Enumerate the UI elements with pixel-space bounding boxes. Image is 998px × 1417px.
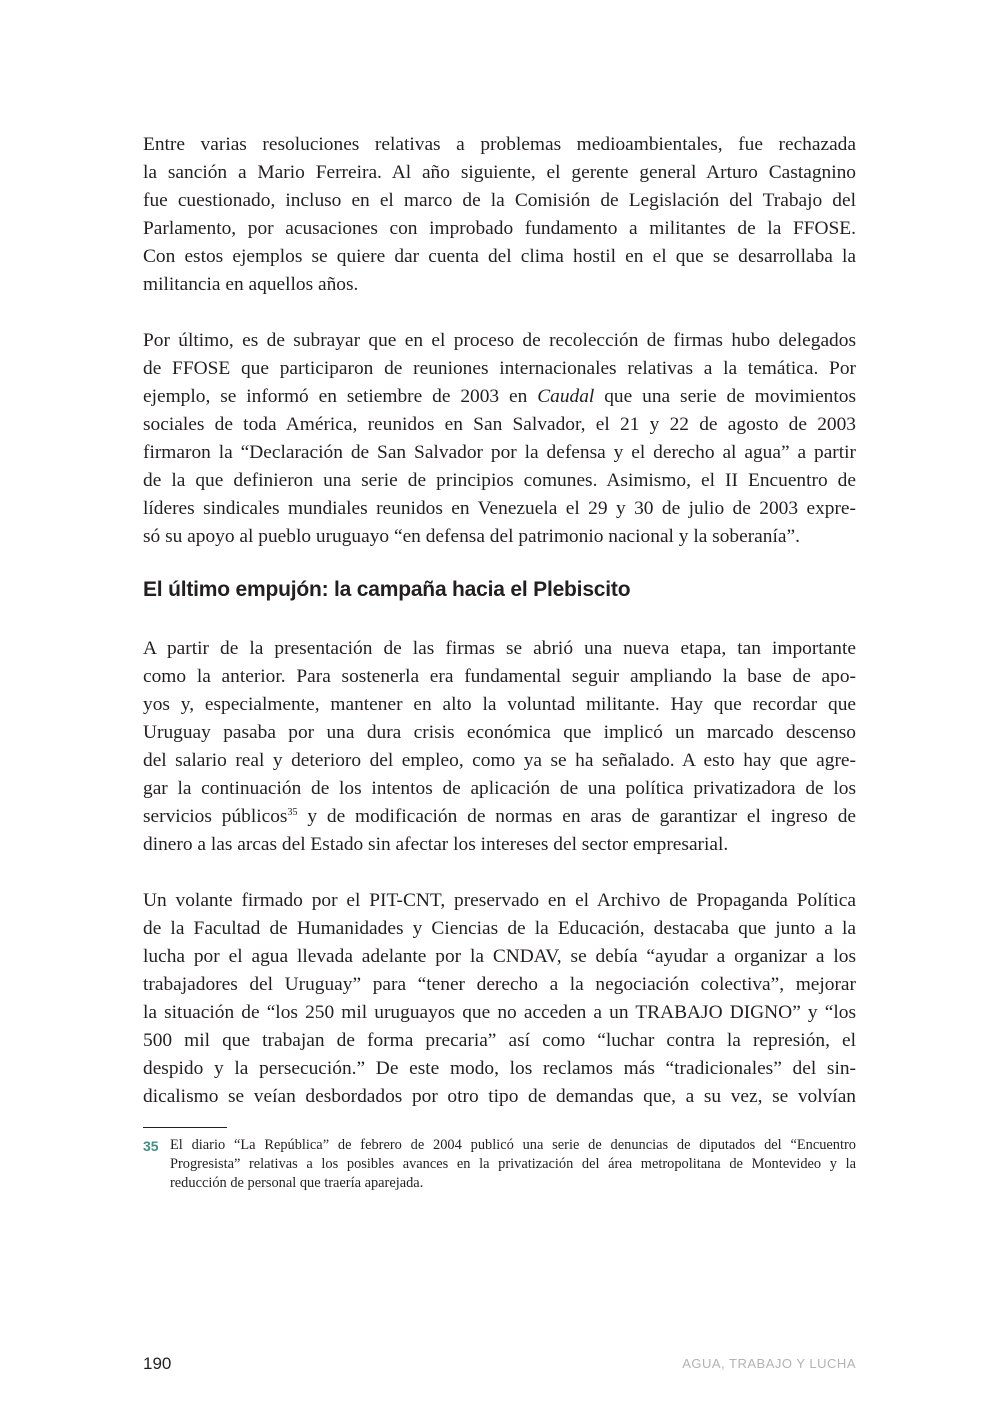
text-line: lucha por el agua llevada adelante por la CNDAV, se debía “ayudar a organizar a los [143,946,856,967]
footnote-line: El diario “La República” de febrero de 2004 publicó una serie de denuncias de diputados del “Encuentro [170,1137,856,1153]
text-line: Un volante firmado por el PIT-CNT, preservado en el Archivo de Propaganda Política [143,890,856,911]
text-line: Parlamento, por acusaciones con improbado fundamento a militantes de la FFOSE. [143,218,856,239]
text-line: la sanción a Mario Ferreira. Al año siguiente, el gerente general Arturo Castagnino [143,162,856,183]
page-number: 190 [143,1354,172,1373]
footnote-line: Progresista” relativas a los posibles avances en la privatización del área metropolitana de Montevideo y la [170,1156,856,1172]
paragraph-4 [143,887,856,1111]
text-line: Con estos ejemplos se quiere dar cuenta del clima hostil en el que se desarrollaba la [143,246,856,267]
footnote-line: reducción de personal que traería aparejada. [170,1175,424,1191]
footnote-text [170,1136,856,1193]
text-line: de la que definieron una serie de principios comunes. Asimismo, el II Encuentro de [143,470,856,491]
text-line: yos y, especialmente, mantener en alto la voluntad militante. Hay que recordar que [143,694,856,715]
text-line: militancia en aquellos años. [143,274,359,295]
text-line: Por último, es de subrayar que en el proceso de recolección de firmas hubo delegados [143,330,856,351]
text-line: dicalismo se veían desbordados por otro tipo de demandas que, a su vez, se volvían [143,1086,856,1107]
text-line: Entre varias resoluciones relativas a problemas medioambientales, fue rechazada [143,134,856,155]
text-line: fue cuestionado, incluso en el marco de la Comisión de Legislación del Trabajo del [143,190,856,211]
text-fragment: servicios públicos [143,806,288,827]
text-line: de la Facultad de Humanidades y Ciencias de la Educación, destacaba que junto a la [143,918,856,939]
paragraph-3 [143,635,856,859]
running-footer: AGUA, TRABAJO Y LUCHA [682,1356,856,1371]
text-line: dinero a las arcas del Estado sin afectar los intereses del sector empresarial. [143,834,729,855]
text-line: trabajadores del Uruguay” para “tener derecho a la negociación colectiva”, mejorar [143,974,856,995]
text-line: A partir de la presentación de las firmas se abrió una nueva etapa, tan importante [143,638,856,659]
text-line: de FFOSE que participaron de reuniones internacionales relativas a la temática. Por [143,358,856,379]
footnote-ref[interactable]: 35 [287,807,298,818]
text-line: del salario real y deterioro del empleo, como ya se ha señalado. A esto hay que agre- [143,750,856,771]
text-line: 500 mil que trabajan de forma precaria” así como “luchar contra la represión, el [143,1030,856,1051]
footnote-number: 35 [143,1138,159,1154]
paragraph-2 [143,327,856,551]
text-line: líderes sindicales mundiales reunidos en Venezuela el 29 y 30 de julio de 2003 expre- [143,498,856,519]
text-line: Uruguay pasaba por una dura crisis económica que implicó un marcado descenso [143,722,856,743]
text-line: la situación de “los 250 mil uruguayos que no acceden a un TRABAJO DIGNO” y “los [143,1002,856,1023]
text-line: despido y la persecución.” De este modo, los reclamos más “tradicionales” del sin- [143,1058,856,1079]
text-line: firmaron la “Declaración de San Salvador por la defensa y el derecho al agua” a partir [143,442,856,463]
text-line: como la anterior. Para sostenerla era fundamental seguir ampliando la base de apo- [143,666,856,687]
italic-title: Caudal [537,386,595,407]
text-fragment: y de modificación de normas en aras de garantizar el ingreso de [297,806,857,827]
text-line: gar la continuación de los intentos de aplicación de una política privatizadora de los [143,778,856,799]
footnote-divider [143,1127,227,1128]
text-line: sociales de toda América, reunidos en San Salvador, el 21 y 22 de agosto de 2003 [143,414,856,435]
text-line: ejemplo, se informó en setiembre de 2003 en Caudal que una serie de movimientos [143,386,856,407]
paragraph-1 [143,131,856,299]
text-line [143,803,856,831]
section-heading: El último empujón: la campaña hacia el Plebiscito [143,578,631,601]
text-line: só su apoyo al pueblo uruguayo “en defensa del patrimonio nacional y la soberanía”. [143,526,800,547]
